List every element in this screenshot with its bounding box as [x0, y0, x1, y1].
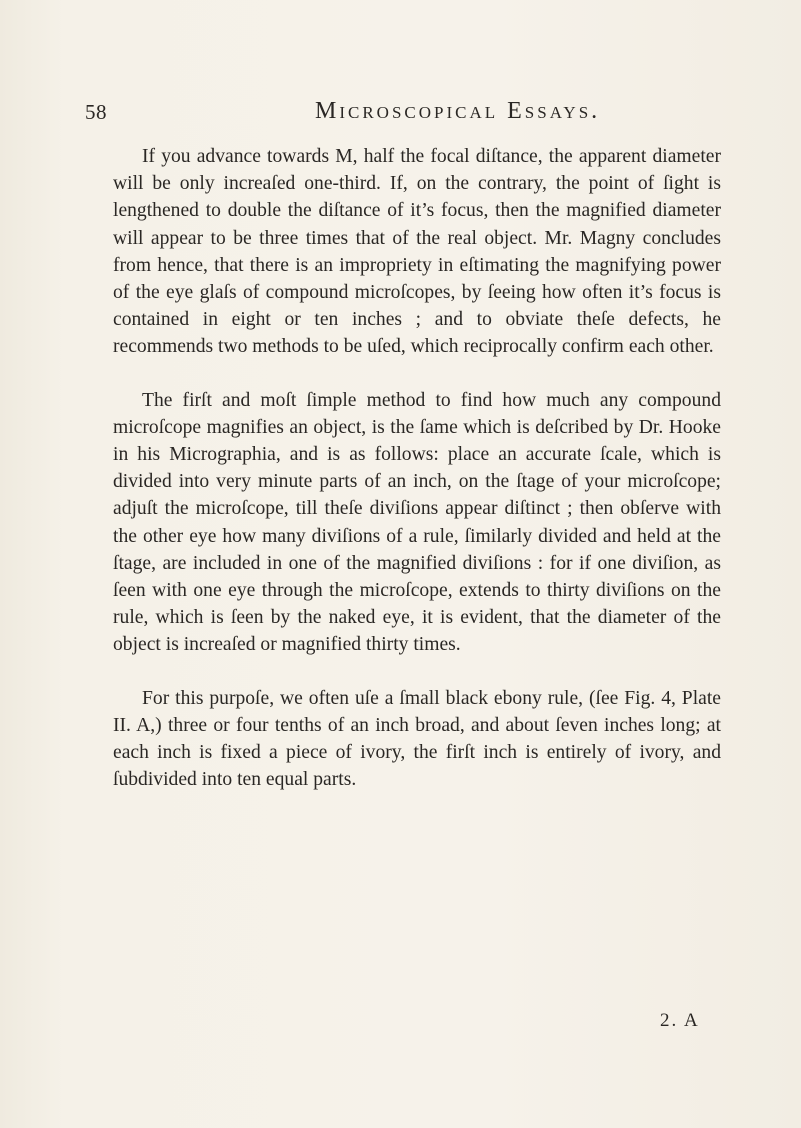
paragraph: The firſt and moſt ſimple method to find how much any compound microſcope magnifies an object, is the ſame which is deſcribed by Dr. Hooke in his Micrographia, and is as follows: place an accurate ſcale, which is divided into very minute parts of an inch, on the ſtage of your microſcope; adjuſt the microſcope, till theſe diviſions appear diſtinct ; then obſerve with the other eye how many diviſions of a rule, ſimilarly divided and held at the ſtage, are included in one of the magnified diviſions : for if one diviſion, as ſeen with one eye through the microſcope, extends to thirty diviſions on the rule, which is ſeen by the naked eye, it is evident, that the diameter of the object is increaſed or magnified thirty times.	[113, 389, 721, 656]
running-head: Microscopical Essays.	[315, 98, 601, 124]
catchword: 2. A	[660, 1010, 700, 1031]
page-header	[85, 96, 725, 132]
page-number: 58	[85, 100, 107, 124]
body-text	[113, 143, 721, 793]
paragraph: If you advance towards M, half the focal diſtance, the apparent diameter will be only increaſed one-third. If, on the contrary, the point of ſight is lengthened to double the diſtance of it’s focus, then the magnified diameter will appear to be three times that of the real object. Mr. Magny concludes from hence, that there is an impropriety in eſtimating the magnifying power of the eye glaſs of compound microſcopes, by ſeeing how often it’s focus is contained in eight or ten inches ; and to obviate theſe defects, he recommends two methods to be uſed, which reciprocally confirm each other.	[113, 146, 721, 358]
paragraph: For this purpoſe, we often uſe a ſmall black ebony rule, (ſee Fig. 4, Plate II. A,) three or four tenths of an inch broad, and about ſeven inches long; at each inch is fixed a piece of ivory, the firſt inch is entirely of ivory, and ſubdivided into ten equal parts.	[113, 687, 721, 791]
